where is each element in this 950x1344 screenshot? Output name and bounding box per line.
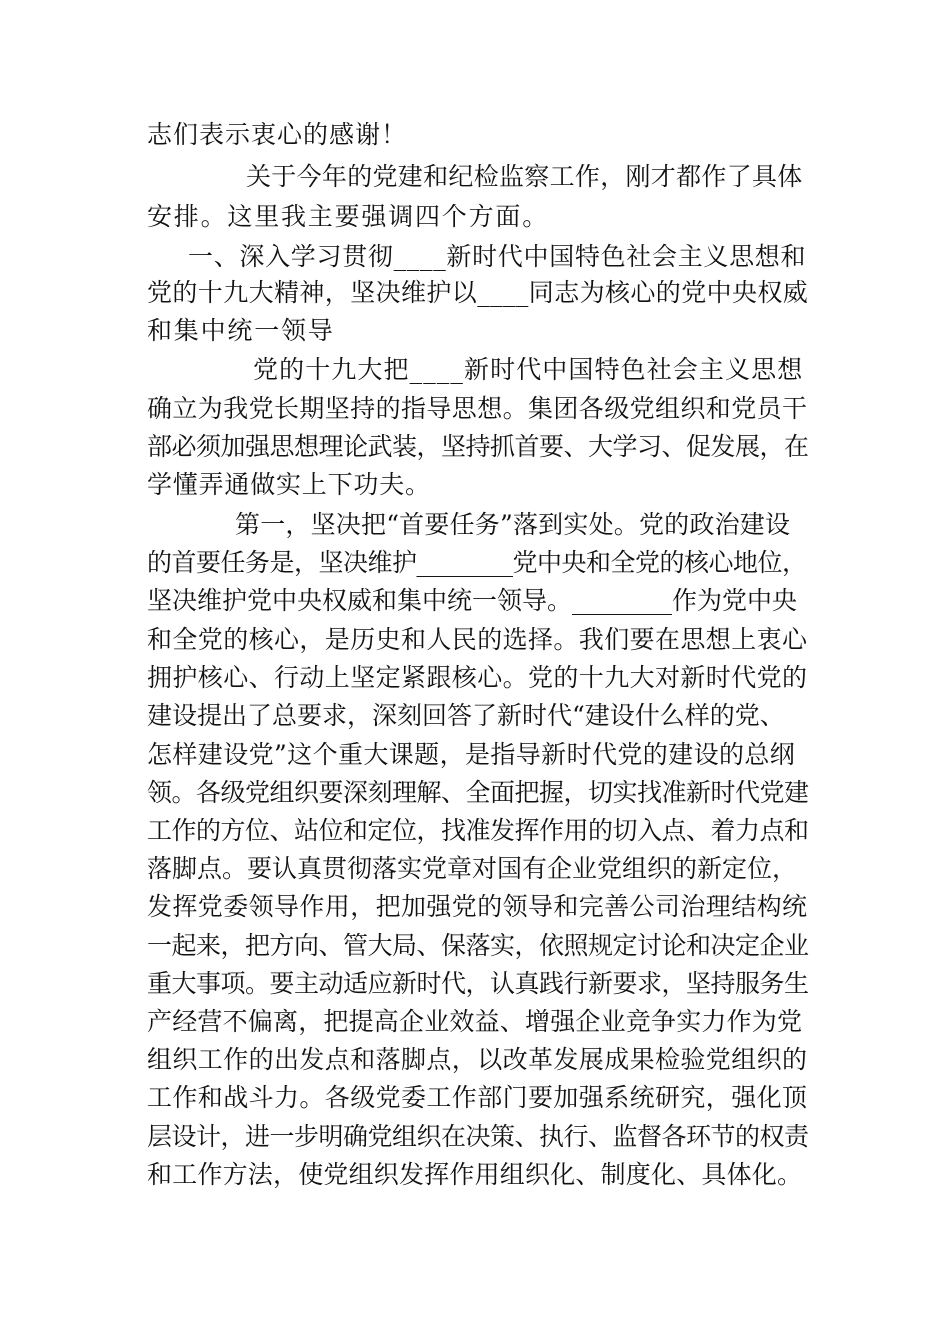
text-line: 志们表示衷心的感谢！ [147,120,408,149]
text-line: 部必须加强思想理论武装，坚持抓首要、大学习、促发展，在 [147,432,809,461]
text-line: 一起来，把方向、管大局、保落实，依照规定讨论和决定企业 [147,931,809,960]
text-line: 党的十九大把____新时代中国特色社会主义思想 [253,355,804,384]
text-line: 拥护核心、行动上坚定紧跟核心。党的十九大对新时代党的 [147,663,808,692]
text-line: 发挥党委领导作用，把加强党的领导和完善公司治理结构统 [147,892,808,921]
section-heading-line: 一、深入学习贯彻____新时代中国特色社会主义思想和 [188,242,807,271]
text-line: 第一，坚决把“首要任务”落到实处。党的政治建设 [235,510,791,539]
text-line: 坚决维护党中央权威和集中统一领导。________作为党中央 [147,586,798,615]
text-line: 怎样建设党”这个重大课题，是指导新时代党的建设的总纲 [147,740,796,769]
text-line: 建设提出了总要求，深刻回答了新时代“建设什么样的党、 [147,701,785,730]
text-line: 层设计，进一步明确党组织在决策、执行、监督各环节的权责 [147,1122,809,1151]
text-line: 确立为我党长期坚持的指导思想。集团各级党组织和党员干 [147,394,808,423]
text-line: 工作和战斗力。各级党委工作部门要加强系统研究，强化顶 [147,1083,808,1112]
text-line: 落脚点。要认真贯彻落实党章对国有企业党组织的新定位， [147,854,798,883]
text-line: 的首要任务是，坚决维护________党中央和全党的核心地位， [147,548,807,577]
text-line: 组织工作的出发点和落脚点，以改革发展成果检验党组织的 [147,1045,808,1074]
text-line: 重大事项。要主动适应新时代，认真践行新要求，坚持服务生 [147,969,809,998]
text-line: 和工作方法，使党组织发挥作用组织化、制度化、具体化。 [147,1160,803,1189]
text-line: 和全党的核心，是历史和人民的选择。我们要在思想上衷心 [147,625,808,654]
text-line: 学懂弄通做实上下功夫。 [147,470,431,499]
section-heading-line: 党的十九大精神，坚决维护以____同志为核心的党中央权威 [147,278,809,307]
section-heading-line: 和集中统一领导 [147,316,335,345]
text-line: 关于今年的党建和纪检监察工作，刚才都作了具体 [246,162,803,191]
text-line: 工作的方位、站位和定位，找准发挥作用的切入点、着力点和 [147,816,809,845]
text-line: 安排。这里我主要强调四个方面。 [147,202,550,231]
text-line: 领。各级党组织要深刻理解、全面把握，切实找准新时代党建 [147,778,809,807]
text-line: 产经营不偏离，把提高企业效益、增强企业竞争实力作为党 [147,1007,803,1036]
